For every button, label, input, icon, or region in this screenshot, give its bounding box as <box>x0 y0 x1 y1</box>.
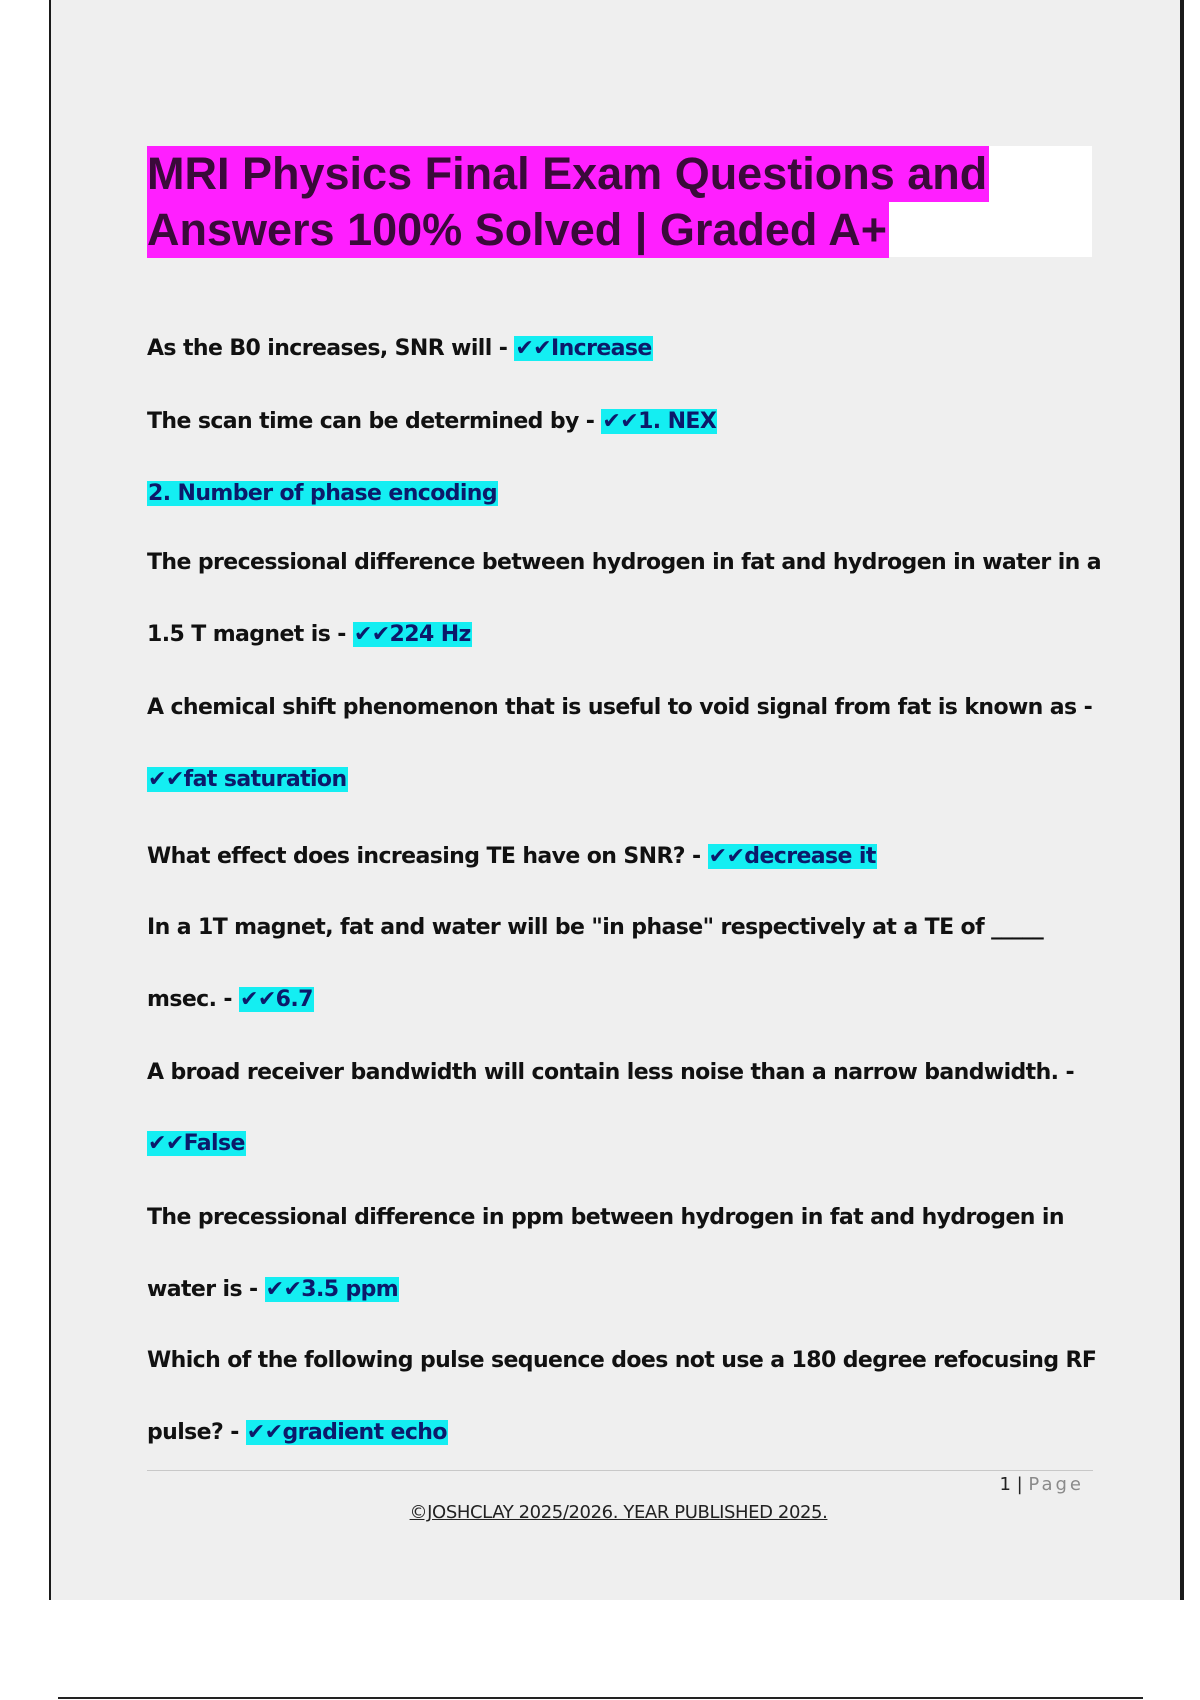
answer-highlight: ✔✔fat saturation <box>148 767 347 792</box>
page-number-value: 1 <box>999 1474 1011 1495</box>
question-text: The precessional difference in ppm between hydrogen in fat and hydrogen in <box>147 1205 1064 1230</box>
qa-line <box>147 1056 1074 1090</box>
qa-line <box>147 983 314 1017</box>
qa-line <box>147 405 717 439</box>
question-text: 1.5 T magnet is - <box>147 622 353 647</box>
qa-line <box>147 618 472 652</box>
qa-line <box>147 1344 1096 1378</box>
title-line-1: MRI Physics Final Exam Questions and <box>147 146 989 202</box>
question-text: pulse? - <box>147 1420 246 1445</box>
answer-highlight: ✔✔False <box>148 1131 245 1156</box>
footer-divider <box>147 1470 1093 1471</box>
question-text: What effect does increasing TE have on SNR? - <box>147 844 708 869</box>
question-text: water is - <box>147 1277 265 1302</box>
question-text: As the B0 increases, SNR will - <box>147 336 515 361</box>
question-text: In a 1T magnet, fat and water will be "in phase" respectively at a TE of _____ <box>147 915 1044 940</box>
question-text: Which of the following pulse sequence does not use a 180 degree refocusing RF <box>147 1348 1097 1373</box>
qa-line <box>147 1201 1064 1235</box>
answer-highlight: ✔✔3.5 ppm <box>265 1277 399 1302</box>
qa-line <box>147 332 653 366</box>
question-text: A broad receiver bandwidth will contain less noise than a narrow bandwidth. - <box>147 1060 1074 1085</box>
answer-highlight: ✔✔Increase <box>515 336 652 361</box>
page-label: Page <box>1028 1474 1084 1495</box>
question-text: The precessional difference between hydrogen in fat and hydrogen in water in a <box>147 550 1102 575</box>
question-text: The scan time can be determined by - <box>147 409 602 434</box>
title-line-2: Answers 100% Solved | Graded A+ <box>147 202 889 258</box>
qa-line <box>147 911 1043 945</box>
qa-line <box>147 691 1092 725</box>
answer-highlight: ✔✔6.7 <box>240 987 313 1012</box>
qa-line <box>147 1127 246 1161</box>
question-text: A chemical shift phenomenon that is useful to void signal from fat is known as - <box>147 695 1093 720</box>
bottom-rule <box>58 1697 1143 1699</box>
answer-highlight: ✔✔1. NEX <box>602 409 717 434</box>
document-title <box>147 146 1092 257</box>
qa-line <box>147 1416 448 1450</box>
page-number-separator: | <box>1010 1474 1029 1495</box>
page-number <box>999 1474 1084 1495</box>
answer-highlight: ✔✔gradient echo <box>246 1420 447 1445</box>
document-page <box>49 0 1184 1600</box>
answer-highlight: ✔✔decrease it <box>708 844 876 869</box>
answer-highlight: ✔✔224 Hz <box>353 622 471 647</box>
qa-line <box>147 477 498 511</box>
qa-line <box>147 1273 399 1307</box>
question-text: msec. - <box>147 987 239 1012</box>
copyright-footer: ©JOSHCLAY 2025/2026. YEAR PUBLISHED 2025. <box>409 1502 828 1523</box>
qa-line <box>147 546 1101 580</box>
page-content <box>147 146 1102 1445</box>
qa-line <box>147 763 348 797</box>
answer-highlight: 2. Number of phase encoding <box>148 481 498 506</box>
qa-line <box>147 840 877 874</box>
